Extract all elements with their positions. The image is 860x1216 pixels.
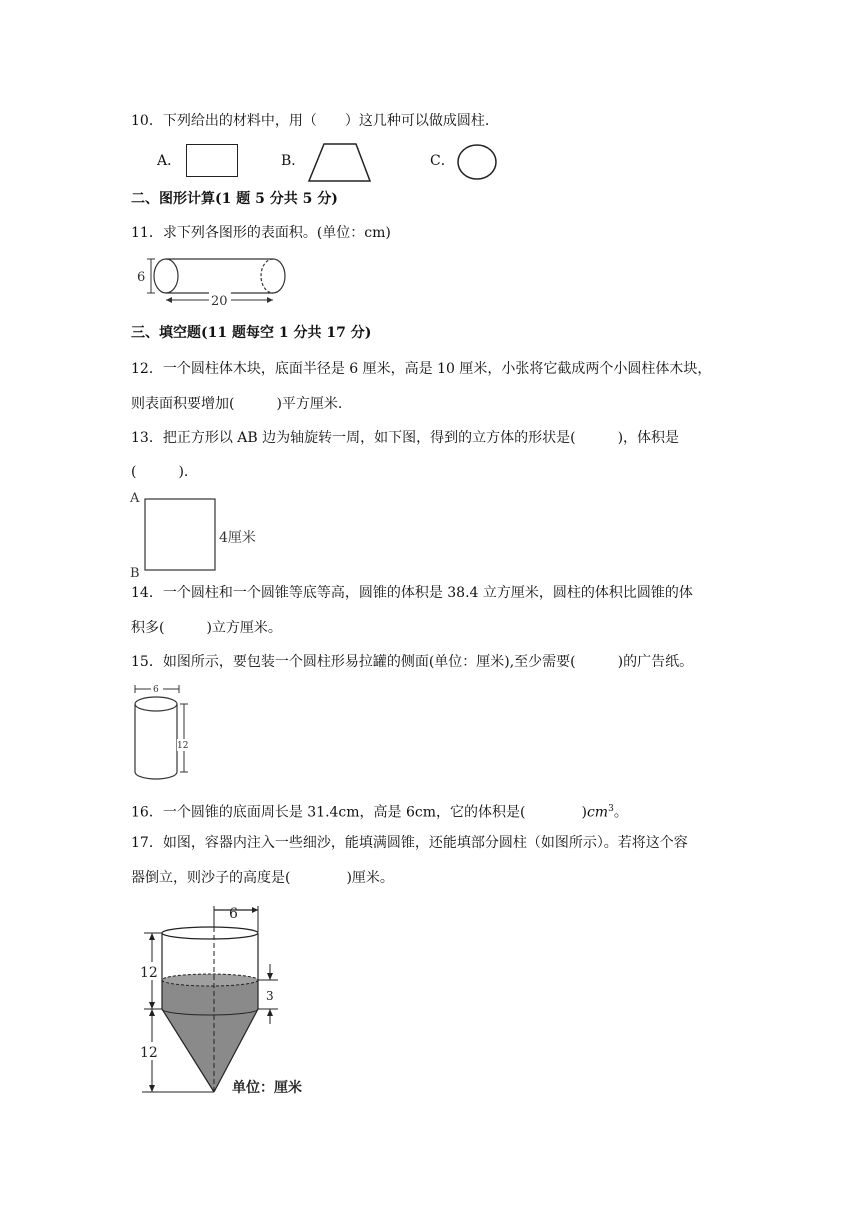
question-15-text: 15．如图所示，要包装一个圆柱形易拉罐的侧面(单位：厘米),至少需要( )的广告纸。 [131,654,694,670]
question-14-line1: 14．一个圆柱和一个圆锥等底等高，圆锥的体积是 38.4 立方厘米，圆柱的体积比圆锥的体 [131,585,693,601]
question-11-text: 11．求下列各图形的表面积。(单位：cm) [131,225,391,241]
cylinder-height-label: 12 [140,965,158,981]
question-16-end: 。 [613,804,628,821]
cylinder-length-label: 20 [211,294,228,308]
rectangle-shape [186,144,238,177]
trapezoid-shape [304,140,374,184]
side-length-label: 4厘米 [219,530,256,546]
question-14-line2: 积多( )立方厘米。 [131,620,282,636]
square-rotation-figure [128,488,258,580]
option-b-label: B． [281,153,306,169]
question-13-line1: 13．把正方形以 AB 边为轴旋转一周，如下图，得到的立方体的形状是( )，体积是 [131,430,680,446]
option-a-label: A． [157,153,182,169]
sand-height-label: 3 [266,989,274,1003]
section-2-heading: 二、图形计算(1 题 5 分共 5 分) [131,191,338,207]
question-17-line1: 17．如图，容器内注入一些细沙，能填满圆锥，还能填部分圆柱（如图所示）。若将这个容 [131,835,688,851]
question-12-line1: 12．一个圆柱体木块，底面半径是 6 厘米，高是 10 厘米，小张将它截成两个小圆柱体木块， [131,361,712,377]
question-10-text: 10．下列给出的材料中，用（ ）这几种可以做成圆柱. [131,113,490,129]
can-cylinder-figure [128,684,194,784]
option-c-label: C． [430,153,455,169]
circle-shape [455,142,499,182]
radius-label: 6 [229,906,238,922]
point-b-label: B [130,566,140,580]
question-16-line [131,799,628,823]
unit-label: 单位：厘米 [232,1080,302,1096]
question-13-line2: ( ). [131,464,189,480]
horizontal-cylinder-figure [131,252,291,308]
section-3-heading: 三、填空题(11 题每空 1 分共 17 分) [131,325,372,341]
sand-container-figure [132,902,332,1102]
question-16-text: 16．一个圆锥的底面周长是 31.4cm，高是 6cm，它的体积是( ) [131,804,587,821]
cylinder-height-label: 6 [137,270,146,285]
can-height-label: 12 [177,741,189,751]
question-17-line2: 器倒立，则沙子的高度是( )厘米。 [131,870,394,886]
can-diameter-label: 6 [153,685,159,695]
cone-height-label: 12 [140,1045,158,1061]
point-a-label: A [130,491,140,506]
question-16-unit: cm [586,804,609,821]
question-16-unit-sup: 3 [608,804,614,814]
question-12-line2: 则表面积要增加( )平方厘米. [131,396,343,412]
